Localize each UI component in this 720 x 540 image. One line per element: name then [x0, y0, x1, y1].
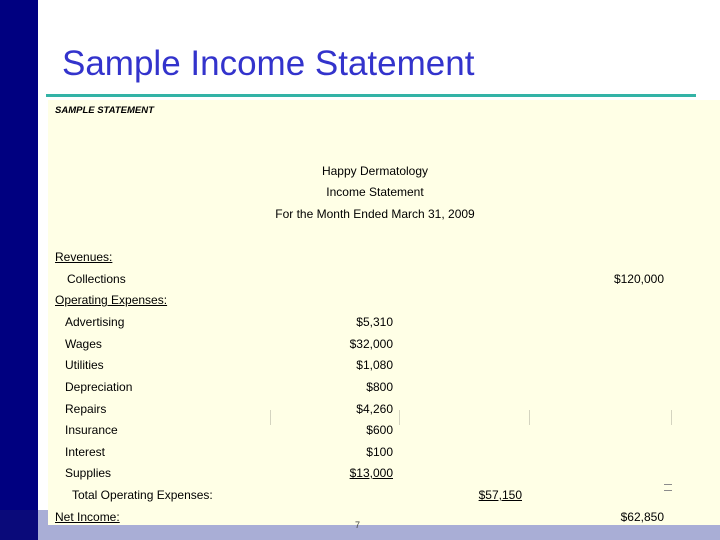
sample-statement-tag: SAMPLE STATEMENT [55, 105, 154, 116]
expense-amount: $1,080 [356, 358, 393, 372]
expense-amount: $100 [366, 445, 393, 459]
slide-side-bar [0, 0, 38, 540]
expense-label: Utilities [65, 358, 104, 372]
expense-label: Advertising [65, 315, 125, 329]
cell-border [529, 410, 530, 425]
expense-amount: $5,310 [356, 315, 393, 329]
expense-amount: $13,000 [349, 466, 393, 480]
expense-label: Interest [65, 445, 106, 459]
expense-amount: $4,260 [356, 402, 393, 416]
expense-label: Wages [65, 337, 102, 351]
expense-label: Depreciation [65, 380, 133, 394]
title-underline [46, 94, 696, 97]
expense-label: Supplies [65, 466, 112, 480]
slide-side-bar-bottom [0, 510, 38, 540]
total-operating-expenses-label: Total Operating Expenses: [72, 488, 213, 502]
operating-expenses-heading: Operating Expenses: [55, 293, 168, 307]
page-number: 7 [355, 520, 361, 530]
company-name: Happy Dermatology [321, 164, 429, 178]
expense-label: Repairs [65, 402, 107, 416]
total-operating-expenses-amount: $57,150 [478, 488, 522, 502]
expense-amount: $32,000 [349, 337, 393, 351]
report-name: Income Statement [326, 185, 424, 199]
report-period: For the Month Ended March 31, 2009 [275, 207, 475, 221]
cell-border [671, 410, 672, 425]
cell-border [270, 410, 271, 425]
net-income-label: Net Income: [55, 510, 120, 524]
tick-mark [664, 490, 672, 491]
collections-label: Collections [67, 272, 126, 286]
expense-label: Insurance [65, 423, 118, 437]
slide-title: Sample Income Statement [62, 44, 475, 83]
tick-mark [664, 484, 672, 485]
net-income-amount: $62,850 [620, 510, 664, 524]
expense-amount: $800 [366, 380, 393, 394]
collections-amount: $120,000 [613, 272, 664, 286]
revenues-heading: Revenues: [55, 250, 113, 264]
cell-border [399, 410, 400, 425]
expense-amount: $600 [366, 423, 393, 437]
